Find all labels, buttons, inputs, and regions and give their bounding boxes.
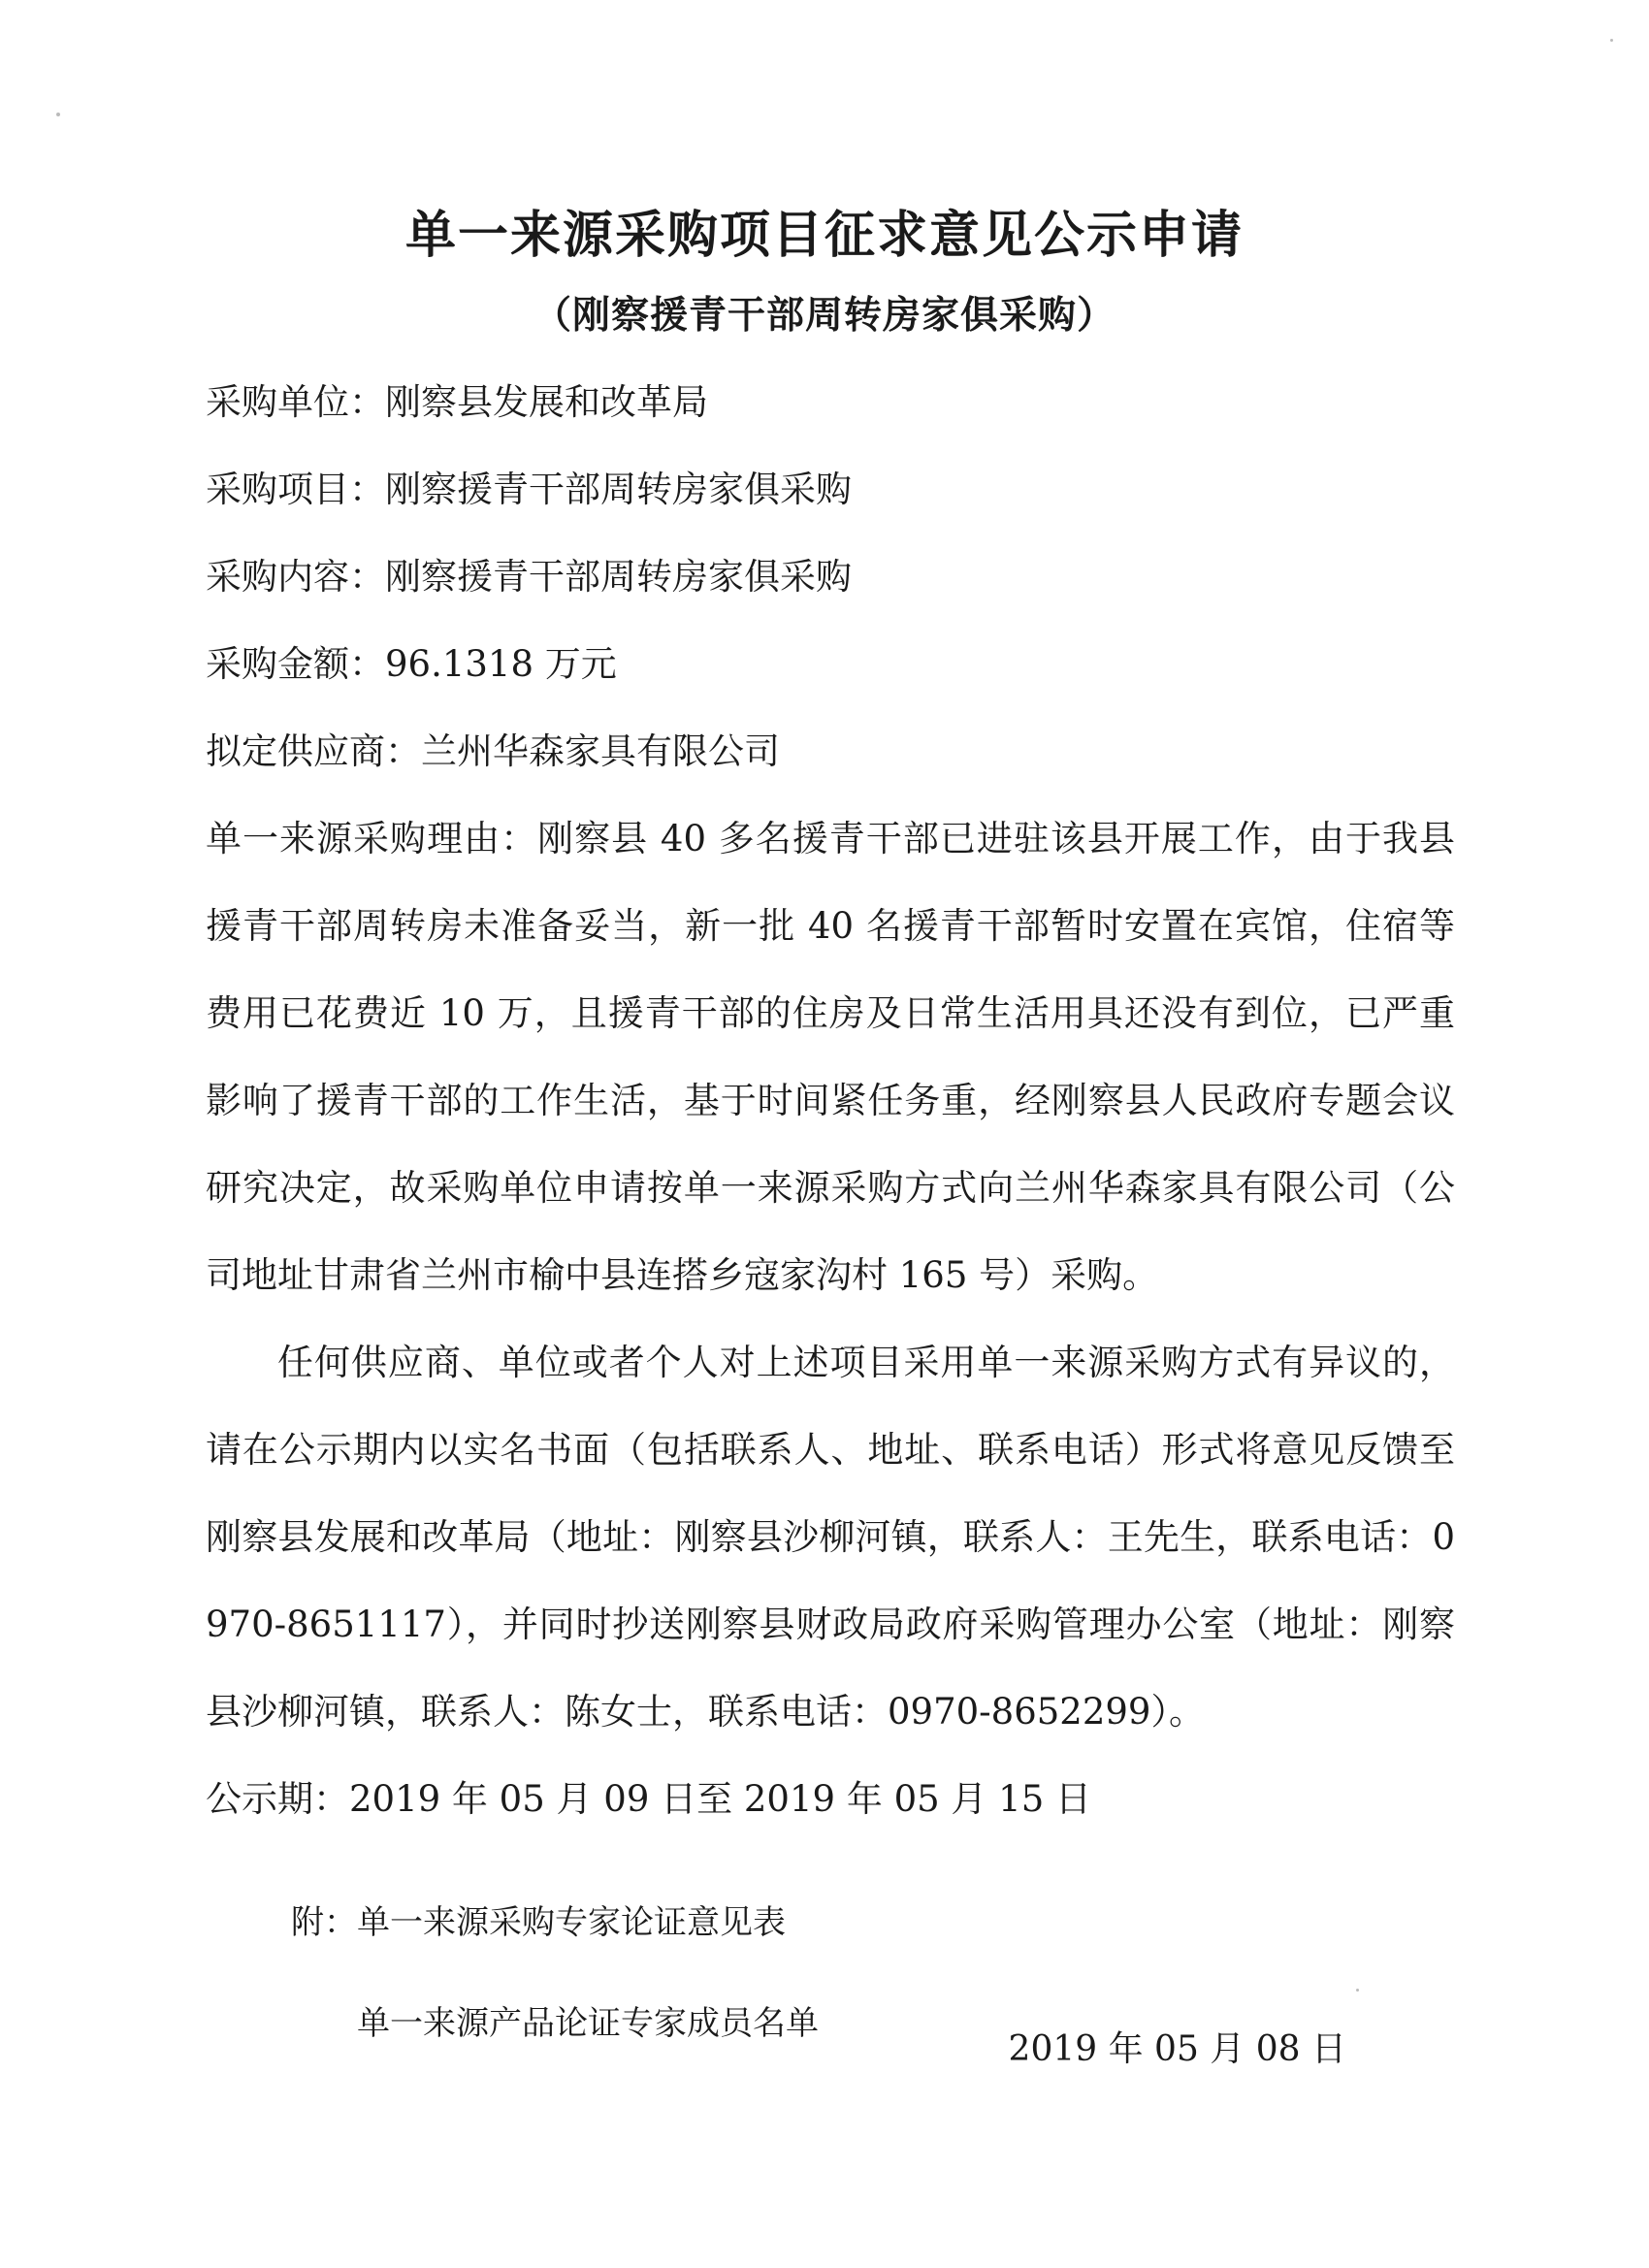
field-proposed-supplier [206, 708, 1455, 795]
field-label: 采购金额： [206, 643, 385, 685]
field-value: 刚察县发展和改革局 [385, 381, 708, 423]
objection-paragraph: 任何供应商、单位或者个人对上述项目采用单一来源采购方式有异议的，请在公示期内以实名书面（包括联系人、地址、联系电话）形式将意见反馈至刚察县发展和改革局（地址：刚察县沙柳河镇，联系人：王先生，联系电话：0970-8651117），并同时抄送刚察县财政局政府采购管理办公室（地址：刚察县沙柳河镇，联系人：陈女士，联系电话：0970-8652299）。 [206, 1342, 1455, 1733]
document-title: 单一来源采购项目征求意见公示申请 [404, 207, 1244, 265]
field-label: 采购项目： [206, 469, 385, 510]
period-value: 2019 年 05 月 09 日至 2019 年 05 月 15 日 [349, 1778, 1092, 1820]
attachment-name: 单一来源采购专家论证意见表 [357, 1903, 786, 1942]
field-label: 拟定供应商： [206, 730, 421, 772]
field-label: 采购单位： [206, 381, 385, 423]
field-purchasing-project [206, 446, 1455, 534]
reason-text: 刚察县 40 多名援青干部已进驻该县开展工作，由于我县援青干部周转房未准备妥当，新一批 40 名援青干部暂时安置在宾馆，住宿等费用已花费近 10 万，且援青干部的住房及日常生活用具还没有到位，已严重影响了援青干部的工作生活，基于时间紧任务重，经刚察县人民政府专题会议研究决定，故采购单位申请按单一来源采购方式向兰州华森家具有限公司（公司地址甘肃省兰州市榆中县连搭乡寇家沟村 165 号）采购。 [206, 818, 1455, 1296]
scan-speck [1356, 1989, 1359, 1992]
reason-label: 单一来源采购理由： [206, 818, 538, 859]
document-body [206, 359, 1455, 1843]
field-value: 96.1318 万元 [385, 643, 617, 685]
attachment-item [291, 1973, 819, 2074]
field-purchasing-unit [206, 359, 1455, 446]
scan-speck [1610, 39, 1613, 42]
field-purchasing-amount [206, 621, 1455, 708]
publicity-period [206, 1756, 1455, 1843]
document-subtitle: （刚察援青干部周转房家俱采购） [533, 294, 1116, 338]
period-label: 公示期： [206, 1778, 349, 1820]
attachment-name: 单一来源产品论证专家成员名单 [357, 2004, 819, 2043]
field-value: 刚察援青干部周转房家俱采购 [385, 469, 852, 510]
field-value: 兰州华森家具有限公司 [421, 730, 780, 772]
attachments [291, 1872, 819, 2074]
attachment-item [291, 1872, 819, 1973]
reason-paragraph [206, 795, 1455, 1319]
field-value: 刚察援青干部周转房家俱采购 [385, 556, 852, 598]
signature-date: 2019 年 05 月 08 日 [1008, 2029, 1346, 2069]
attachment-label: 附： [291, 1903, 357, 1942]
scan-speck [56, 113, 60, 116]
field-purchasing-content [206, 534, 1455, 621]
field-label: 采购内容： [206, 556, 385, 598]
